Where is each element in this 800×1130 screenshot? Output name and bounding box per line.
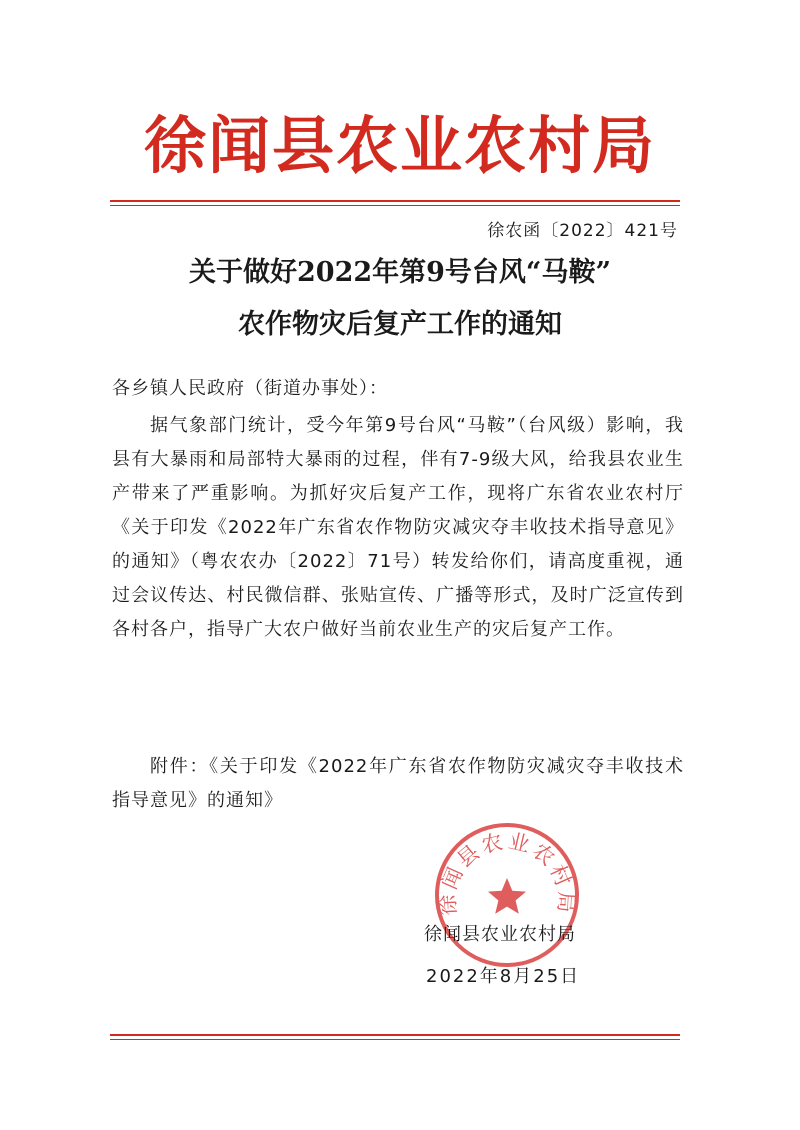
- body-paragraph: 据气象部门统计，受今年第9号台风“马鞍”（台风级）影响，我县有大暴雨和局部特大暴雨的过程，伴有7-9级大风，给我县农业生产带来了严重影响。为抓好灾后复产工作，现将广东省农业农村厅《关于印发《2022年广东省农作物防灾减灾夺丰收技术指导意见》的通知》（粤农农办〔2022〕71号）转发给你们，请高度重视，通过会议传达、村民微信群、张贴宣传、广播等形式，及时广泛宣传到各村各户，指导广大农户做好当前农业生产的灾后复产工作。: [112, 415, 684, 640]
- attachment-note: 附件：《关于印发《2022年广东省农作物防灾减灾夺丰收技术指导意见》的通知》: [112, 756, 684, 811]
- svg-text:徐闻县农业农村局: 徐闻县农业农村局: [435, 828, 579, 917]
- official-seal: [432, 820, 582, 970]
- footer-rule-thin: [110, 1039, 680, 1040]
- org-letterhead: 徐闻县农业农村局: [143, 109, 656, 182]
- footer-rule: [110, 1034, 680, 1036]
- document-title-line-1: 关于做好2022年第9号台风“马鞍”: [189, 257, 611, 288]
- header-rule-thin: [110, 205, 680, 206]
- seal-star-icon: [488, 878, 526, 914]
- document-number: 徐农函〔2022〕421号: [487, 221, 678, 241]
- signature-date: 2022年8月25日: [426, 966, 581, 987]
- header-rule: [110, 200, 680, 202]
- signature-org: 徐闻县农业农村局: [424, 924, 576, 945]
- addressee: 各乡镇人民政府（街道办事处）：: [112, 378, 388, 399]
- document-title-line-2: 农作物灾后复产工作的通知: [238, 309, 562, 340]
